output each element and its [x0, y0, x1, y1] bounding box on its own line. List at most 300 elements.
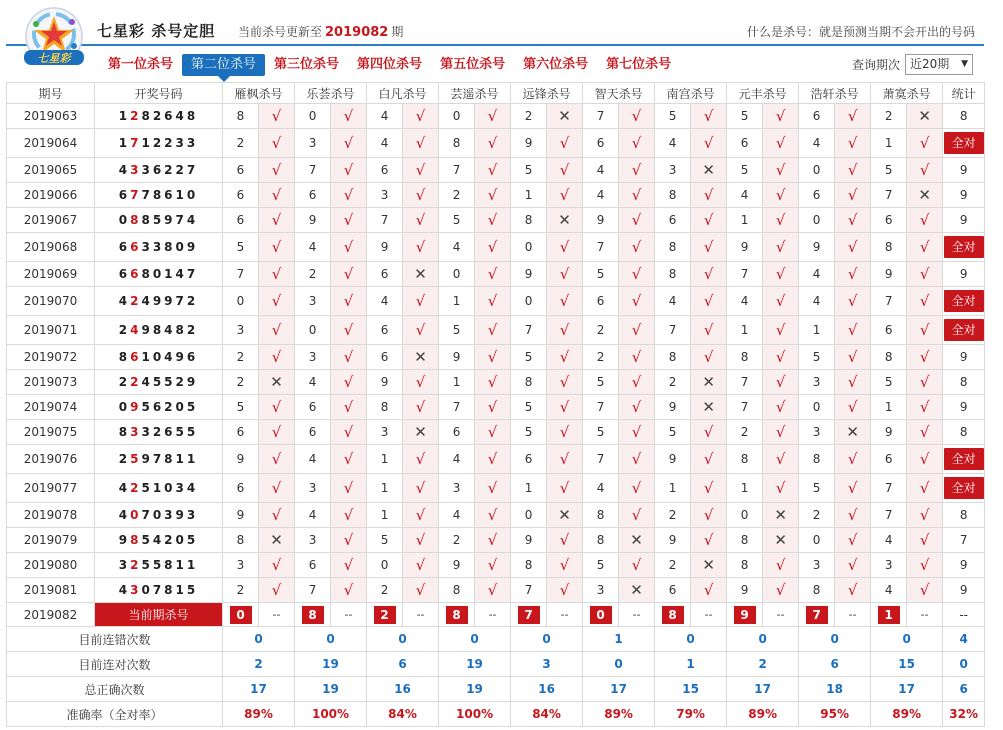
wrong-cross-icon: ✕: [691, 370, 727, 395]
current-kill-number: 9: [734, 606, 756, 624]
draw-digit: 3: [130, 163, 142, 177]
correct-check-icon: √: [475, 208, 511, 233]
summary-value: 0: [871, 627, 943, 652]
correct-check-icon: √: [259, 129, 295, 158]
kill-number-cell: 7: [223, 262, 259, 287]
draw-digit: 6: [186, 350, 199, 364]
draw-number-cell: [95, 528, 223, 553]
correct-check-icon: √: [331, 395, 367, 420]
current-kill-number: 0: [590, 606, 612, 624]
draw-digit: 3: [130, 583, 142, 597]
correct-check-icon: √: [475, 129, 511, 158]
draw-digit: 8: [152, 323, 165, 337]
correct-check-icon: √: [835, 104, 871, 129]
kill-number-cell: 6: [799, 104, 835, 129]
summary-value: 0: [223, 627, 295, 652]
kill-number-cell: 8: [799, 578, 835, 603]
header-expert: 远锋杀号: [511, 83, 583, 104]
kill-number-cell: 2: [511, 104, 547, 129]
draw-digit: 8: [141, 213, 153, 227]
draw-digit: 7: [152, 452, 165, 466]
kill-number-cell: 7: [439, 395, 475, 420]
correct-check-icon: √: [763, 208, 799, 233]
kill-number-cell: 2: [655, 503, 691, 528]
kill-number-cell: 0: [799, 158, 835, 183]
kill-number-cell: 5: [655, 420, 691, 445]
correct-check-icon: √: [763, 262, 799, 287]
kill-number-cell: 9: [439, 553, 475, 578]
draw-digit: 4: [118, 508, 131, 522]
correct-check-icon: √: [403, 183, 439, 208]
correct-check-icon: √: [835, 129, 871, 158]
period-cell: 2019067: [7, 208, 95, 233]
correct-check-icon: √: [403, 553, 439, 578]
summary-value: 19: [295, 652, 367, 677]
correct-check-icon: √: [403, 104, 439, 129]
correct-check-icon: √: [475, 395, 511, 420]
correct-check-icon: √: [619, 445, 655, 474]
stat-cell: [943, 316, 985, 345]
draw-number-cell: [95, 208, 223, 233]
kill-number-cell: 8: [367, 395, 403, 420]
stat-cell: 9: [943, 158, 985, 183]
correct-check-icon: √: [907, 503, 943, 528]
draw-digit: 8: [186, 109, 199, 123]
kill-number-cell: 2: [727, 420, 763, 445]
kill-number-cell: 3: [871, 553, 907, 578]
summary-value: 19: [295, 677, 367, 702]
kill-number-cell: 1: [367, 503, 403, 528]
correct-check-icon: √: [259, 233, 295, 262]
summary-value: 1: [583, 627, 655, 652]
correct-check-icon: √: [907, 316, 943, 345]
tab-position-5[interactable]: 第五位杀号: [440, 57, 506, 72]
kill-number-cell: 9: [295, 208, 331, 233]
summary-value: 19: [439, 677, 511, 702]
kill-number-cell: 7: [583, 233, 619, 262]
correct-check-icon: √: [763, 104, 799, 129]
kill-number-cell: 6: [871, 445, 907, 474]
period-cell: 2019068: [7, 233, 95, 262]
header-draw-number: 开奖号码: [95, 83, 223, 104]
correct-check-icon: √: [691, 183, 727, 208]
correct-check-icon: √: [259, 445, 295, 474]
kill-number-cell: 6: [295, 183, 331, 208]
stat-cell: [943, 233, 985, 262]
correct-check-icon: √: [259, 158, 295, 183]
header-expert: 南宫杀号: [655, 83, 727, 104]
correct-check-icon: √: [691, 474, 727, 503]
kill-number-cell: 2: [223, 578, 259, 603]
draw-digit: 9: [141, 323, 153, 337]
period-cell: 2019081: [7, 578, 95, 603]
correct-check-icon: √: [619, 129, 655, 158]
correct-check-icon: √: [331, 158, 367, 183]
correct-check-icon: √: [475, 345, 511, 370]
kill-number-cell: 3: [295, 528, 331, 553]
kill-number-cell: 9: [727, 578, 763, 603]
kill-number-cell: 6: [367, 345, 403, 370]
correct-check-icon: √: [475, 528, 511, 553]
draw-digit: 4: [118, 481, 131, 495]
correct-check-icon: √: [475, 287, 511, 316]
draw-number-cell: [95, 474, 223, 503]
wrong-cross-icon: ✕: [259, 370, 295, 395]
kill-number-cell: 5: [439, 316, 475, 345]
correct-check-icon: √: [547, 445, 583, 474]
draw-digit: 2: [118, 375, 131, 389]
correct-check-icon: √: [619, 183, 655, 208]
correct-check-icon: √: [907, 287, 943, 316]
correct-check-icon: √: [835, 528, 871, 553]
correct-check-icon: √: [835, 183, 871, 208]
draw-digit: 0: [175, 533, 187, 547]
correct-check-icon: √: [547, 474, 583, 503]
summary-value: 89%: [727, 702, 799, 727]
summary-value: 17: [871, 677, 943, 702]
header-expert: 芸遥杀号: [439, 83, 511, 104]
correct-check-icon: √: [259, 474, 295, 503]
correct-check-icon: √: [691, 345, 727, 370]
update-period: 2019082: [325, 25, 389, 40]
correct-check-icon: √: [475, 233, 511, 262]
pending-result-cell: --: [475, 603, 511, 627]
draw-digit: 3: [186, 136, 199, 150]
kill-number-cell: 6: [223, 158, 259, 183]
tab-position-4[interactable]: 第四位杀号: [357, 57, 423, 72]
kill-number-cell: 4: [655, 287, 691, 316]
kill-number-cell: 3: [295, 345, 331, 370]
correct-check-icon: √: [763, 553, 799, 578]
correct-check-icon: √: [331, 370, 367, 395]
draw-digit: 7: [186, 267, 199, 281]
draw-digit: 9: [164, 294, 176, 308]
draw-digit: 0: [152, 350, 165, 364]
kill-number-cell: 7: [871, 287, 907, 316]
pending-result-cell: --: [907, 603, 943, 627]
kill-number-cell: 5: [583, 370, 619, 395]
draw-digit: 5: [186, 425, 199, 439]
current-period-row: [7, 603, 985, 627]
draw-digit: 7: [141, 508, 153, 522]
draw-digit: 4: [118, 163, 131, 177]
wrong-cross-icon: ✕: [403, 345, 439, 370]
kill-number-cell: 8: [871, 233, 907, 262]
kill-number-cell: 8: [655, 345, 691, 370]
stat-cell: [943, 474, 985, 503]
draw-digit: 5: [186, 533, 199, 547]
kill-number-cell: 9: [871, 262, 907, 287]
correct-check-icon: √: [475, 503, 511, 528]
draw-digit: 4: [175, 109, 187, 123]
draw-number-cell: [95, 262, 223, 287]
correct-check-icon: √: [763, 420, 799, 445]
kill-number-cell: 4: [295, 370, 331, 395]
draw-digit: 8: [164, 558, 176, 572]
correct-check-icon: √: [547, 553, 583, 578]
kill-number-cell: 6: [655, 578, 691, 603]
draw-digit: 2: [164, 163, 176, 177]
stat-cell: [943, 287, 985, 316]
kill-number-cell: 8: [439, 578, 475, 603]
correct-check-icon: √: [763, 183, 799, 208]
kill-number-cell: 4: [583, 158, 619, 183]
tab-position-2[interactable]: 第二位杀号: [182, 54, 265, 76]
draw-digit: 1: [152, 481, 165, 495]
correct-check-icon: √: [547, 158, 583, 183]
correct-check-icon: √: [835, 262, 871, 287]
correct-check-icon: √: [331, 578, 367, 603]
draw-digit: 1: [141, 350, 153, 364]
kill-number-cell: 1: [727, 316, 763, 345]
correct-check-icon: √: [907, 129, 943, 158]
correct-check-icon: √: [691, 316, 727, 345]
correct-check-icon: √: [331, 233, 367, 262]
draw-digit: 0: [175, 400, 187, 414]
kill-number-cell: 7: [295, 158, 331, 183]
wrong-cross-icon: ✕: [547, 104, 583, 129]
period-cell: 2019070: [7, 287, 95, 316]
correct-check-icon: √: [835, 553, 871, 578]
table-row: [7, 262, 985, 287]
draw-digit: 4: [186, 213, 199, 227]
correct-check-icon: √: [547, 578, 583, 603]
summary-stat: 4: [943, 627, 985, 652]
kill-number-cell: 4: [871, 578, 907, 603]
correct-check-icon: √: [691, 233, 727, 262]
correct-check-icon: √: [331, 183, 367, 208]
wrong-cross-icon: ✕: [907, 104, 943, 129]
draw-digit: 2: [186, 323, 199, 337]
summary-value: 0: [799, 627, 871, 652]
correct-check-icon: √: [547, 233, 583, 262]
current-kill-number: 0: [230, 606, 252, 624]
tab-position-1[interactable]: 第一位杀号: [108, 57, 174, 72]
correct-check-icon: √: [835, 233, 871, 262]
pending-result-cell: --: [763, 603, 799, 627]
draw-digit: 2: [164, 400, 176, 414]
stat-cell: 9: [943, 262, 985, 287]
current-kill-number: 8: [662, 606, 684, 624]
kill-number-cell: 4: [367, 129, 403, 158]
kill-number-cell: 2: [367, 578, 403, 603]
draw-number-cell: [95, 104, 223, 129]
kill-number-cell: 3: [367, 420, 403, 445]
kill-number-cell: 9: [511, 129, 547, 158]
kill-number-cell: 1: [727, 474, 763, 503]
table-row: [7, 445, 985, 474]
correct-check-icon: √: [691, 129, 727, 158]
all-correct-badge: 全对: [944, 132, 984, 154]
kill-number-cell: 8: [727, 445, 763, 474]
correct-check-icon: √: [835, 395, 871, 420]
draw-digit: 4: [118, 294, 131, 308]
period-cell: 2019073: [7, 370, 95, 395]
kill-number-cell: 7: [511, 316, 547, 345]
header-period: 期号: [7, 83, 95, 104]
update-suffix: 期: [391, 25, 404, 39]
table-row: [7, 287, 985, 316]
kill-number-cell: 3: [295, 474, 331, 503]
correct-check-icon: √: [475, 578, 511, 603]
kill-number-cell: 7: [511, 578, 547, 603]
summary-value: 6: [799, 652, 871, 677]
draw-digit: 3: [152, 240, 165, 254]
kill-number-cell: 0: [223, 287, 259, 316]
kill-number-cell: 4: [583, 474, 619, 503]
correct-check-icon: √: [547, 528, 583, 553]
table-row: [7, 503, 985, 528]
draw-number-cell: [95, 578, 223, 603]
draw-digit: 5: [141, 400, 153, 414]
kill-number-cell: 6: [511, 445, 547, 474]
table-row: [7, 316, 985, 345]
header-divider: [6, 44, 984, 46]
summary-value: 0: [655, 627, 727, 652]
logo-icon[interactable]: [22, 6, 86, 70]
query-period-select[interactable]: [905, 54, 973, 75]
stat-cell: [943, 129, 985, 158]
correct-check-icon: √: [763, 345, 799, 370]
kill-number-cell: 9: [367, 233, 403, 262]
draw-digit: 6: [164, 425, 176, 439]
correct-check-icon: √: [691, 578, 727, 603]
kill-number-table: [6, 82, 985, 727]
correct-check-icon: √: [475, 183, 511, 208]
kill-number-cell: 8: [583, 528, 619, 553]
draw-digit: 4: [164, 323, 176, 337]
correct-check-icon: √: [403, 445, 439, 474]
kill-number-cell: 8: [871, 345, 907, 370]
kill-number-cell: 4: [871, 528, 907, 553]
kill-number-cell: 9: [655, 395, 691, 420]
period-cell: 2019066: [7, 183, 95, 208]
kill-number-cell: 9: [223, 445, 259, 474]
correct-check-icon: √: [331, 553, 367, 578]
draw-digit: 7: [175, 294, 187, 308]
draw-number-cell: [95, 233, 223, 262]
kill-number-cell: 1: [655, 474, 691, 503]
draw-digit: 4: [141, 375, 153, 389]
draw-digit: 8: [164, 240, 176, 254]
kill-number-cell: 7: [583, 395, 619, 420]
kill-number-cell: 0: [727, 503, 763, 528]
kill-number-cell: 7: [727, 262, 763, 287]
kill-number-cell: 8: [223, 528, 259, 553]
header-stat: 统计: [943, 83, 985, 104]
correct-check-icon: √: [691, 208, 727, 233]
table-row: [7, 370, 985, 395]
draw-digit: 5: [130, 452, 142, 466]
update-info: [238, 23, 403, 40]
kill-number-cell: 0: [511, 287, 547, 316]
correct-check-icon: √: [259, 345, 295, 370]
draw-digit: 1: [186, 558, 199, 572]
stat-cell: 9: [943, 183, 985, 208]
correct-check-icon: √: [763, 158, 799, 183]
kill-number-cell: 5: [583, 553, 619, 578]
correct-check-icon: √: [403, 395, 439, 420]
tab-position-7[interactable]: 第七位杀号: [606, 57, 672, 72]
draw-digit: 0: [141, 583, 153, 597]
correct-check-icon: √: [907, 445, 943, 474]
draw-digit: 4: [130, 323, 142, 337]
draw-digit: 9: [164, 213, 176, 227]
wrong-cross-icon: ✕: [403, 420, 439, 445]
draw-digit: 3: [141, 240, 153, 254]
kill-number-cell: 6: [223, 420, 259, 445]
correct-check-icon: √: [691, 528, 727, 553]
kill-number-cell: 0: [295, 104, 331, 129]
correct-check-icon: √: [331, 208, 367, 233]
tab-position-6[interactable]: 第六位杀号: [523, 57, 589, 72]
correct-check-icon: √: [259, 316, 295, 345]
correct-check-icon: √: [763, 395, 799, 420]
correct-check-icon: √: [259, 395, 295, 420]
correct-check-icon: √: [691, 420, 727, 445]
draw-number-cell: [95, 420, 223, 445]
correct-check-icon: √: [763, 370, 799, 395]
summary-label: 目前连错次数: [7, 627, 223, 652]
correct-check-icon: √: [547, 345, 583, 370]
correct-check-icon: √: [691, 445, 727, 474]
summary-label: 总正确次数: [7, 677, 223, 702]
kill-number-cell: 0: [511, 233, 547, 262]
kill-number-cell: 5: [871, 158, 907, 183]
summary-value: 100%: [295, 702, 367, 727]
correct-check-icon: √: [835, 316, 871, 345]
kill-number-cell: 5: [871, 370, 907, 395]
draw-digit: 3: [175, 481, 187, 495]
period-cell: 2019075: [7, 420, 95, 445]
correct-check-icon: √: [691, 503, 727, 528]
current-kill-cell: [439, 603, 475, 627]
kill-number-cell: 0: [439, 262, 475, 287]
correct-check-icon: √: [907, 208, 943, 233]
kill-number-cell: 1: [511, 474, 547, 503]
draw-digit: 8: [164, 452, 176, 466]
draw-digit: 8: [118, 350, 131, 364]
current-stat-cell: --: [943, 603, 985, 627]
logo-text: 七星彩: [37, 52, 71, 65]
correct-check-icon: √: [907, 528, 943, 553]
summary-value: 0: [367, 627, 439, 652]
stat-cell: 7: [943, 528, 985, 553]
draw-digit: 2: [175, 375, 187, 389]
table-row: [7, 208, 985, 233]
kill-number-cell: 4: [727, 183, 763, 208]
kill-number-cell: 6: [583, 129, 619, 158]
tab-position-3[interactable]: 第三位杀号: [274, 57, 340, 72]
correct-check-icon: √: [691, 104, 727, 129]
correct-check-icon: √: [763, 474, 799, 503]
draw-digit: 5: [186, 400, 199, 414]
summary-value: 89%: [583, 702, 655, 727]
current-kill-cell: [727, 603, 763, 627]
table-row: [7, 183, 985, 208]
kill-number-cell: 4: [295, 233, 331, 262]
draw-digit: 1: [175, 558, 187, 572]
draw-digit: 1: [186, 452, 199, 466]
stat-cell: 9: [943, 578, 985, 603]
draw-digit: 6: [130, 350, 142, 364]
kill-number-cell: 5: [799, 345, 835, 370]
correct-check-icon: √: [907, 158, 943, 183]
draw-digit: 0: [130, 508, 142, 522]
correct-check-icon: √: [835, 287, 871, 316]
kill-number-cell: 5: [511, 345, 547, 370]
kill-number-cell: 7: [655, 316, 691, 345]
